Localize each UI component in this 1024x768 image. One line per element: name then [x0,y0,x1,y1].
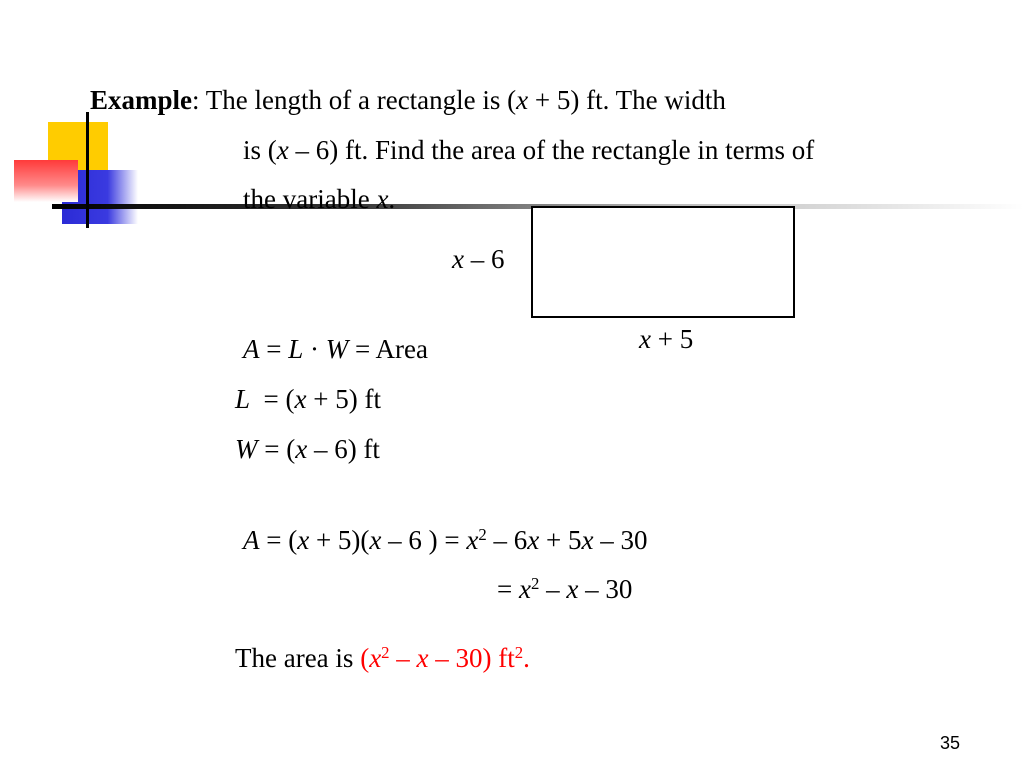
length-definition: L = (x + 5) ft [235,384,381,414]
area-simplified: = $x^2$ – x – 30 [497,573,633,604]
page-number: 35 [940,733,961,753]
example-label: Example [90,85,193,115]
decor-vertical-rule [86,112,89,228]
decor-red-square [14,160,78,202]
rectangle-length-label: x + 5 [639,324,694,354]
rectangle-width-label: x – 6 [452,244,505,274]
example-line-1: Example: The length of a rectangle is (x + 5) ft. The width [90,85,726,115]
width-definition: W = (x – 6) ft [235,434,380,464]
answer-line: The area is ($x^2$ – x – 30) $ft^2$. [235,642,530,673]
area-formula: A = L · W = Area [243,334,428,364]
rectangle-figure [531,206,795,318]
example-line-2: is (x – 6) ft. Find the area of the rectangle in terms of [243,135,815,165]
area-expansion: A = (x + 5)(x – 6 ) = $x^2 - 6x + 5x - 30$ [243,524,648,555]
answer-expression: ($x^2$ – x – 30) $ft^2$. [360,642,530,673]
example-line-3: the variable x. [243,184,396,214]
